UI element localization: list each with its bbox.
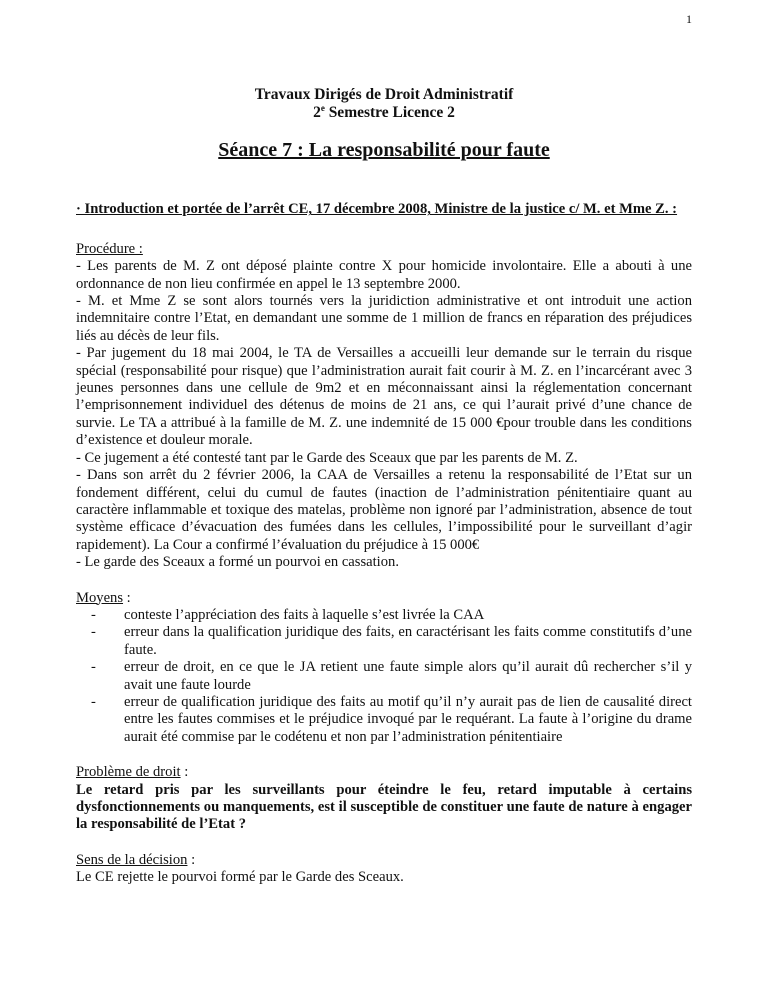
list-dash: - — [91, 606, 96, 623]
semester-label: Semestre Licence 2 — [324, 104, 455, 121]
header-course-title: Travaux Dirigés de Droit Administratif — [254, 86, 514, 103]
document-header — [76, 86, 692, 122]
moyens-item-text: erreur de droit, en ce que le JA retient une faute simple alors qu’il aurait dû rechercher s’il y avait une faute lourde — [124, 659, 692, 693]
probleme-heading — [76, 764, 692, 781]
procedure-paragraph: - M. et Mme Z se sont alors tournés vers la juridiction administrative et ont introduit une action indemnitaire contre l’Etat, en demandant une somme de 1 million de francs en réparation des préjudices liés au décès de leur fils. — [76, 293, 692, 344]
moyens-heading — [76, 590, 692, 607]
moyens-item — [76, 694, 692, 746]
moyens-label: Moyens — [76, 589, 124, 606]
procedure-paragraphs — [76, 258, 692, 571]
procedure-paragraph: - Ce jugement a été contesté tant par le Garde des Sceaux que par les parents de M. Z. — [76, 449, 578, 466]
probleme-label: Problème de droit — [76, 764, 181, 781]
moyens-item — [76, 607, 692, 624]
probleme-text: Le retard pris par les surveillants pour éteindre le feu, retard imputable à certains dysfonctionnements ou manquements, est il susceptible de constituer une faute de nature à engager la responsabilité de l’Etat ? — [76, 781, 692, 833]
moyens-item — [76, 624, 692, 659]
procedure-paragraph: - Par jugement du 18 mai 2004, le TA de Versailles a accueilli leur demande sur le terrain du risque spécial (responsabilité pour risque) que l’administration aurait fait courir à M. Z. en l’incarcérant avec 3 jeunes personnes dans une cellule de 9m2 et en méconnaissant ainsi la réglementation concernant l’emprisonnement individuel des détenus de moins de 21 ans, ce qui l’aurait privé d’une chance de survie. Le TA a attribué à la famille de M. Z. une indemnité de 15 000 €pour trouble dans les conditions d’existence et douleur morale. — [76, 345, 692, 449]
moyens-item-text: erreur de qualification juridique des faits au motif qu’il n’y aurait pas de lien de causalité direct entre les fautes commises et le préjudice invoqué par le requérant. La faute à l’origine du drame aurait été commise par le codétenu et non par l’administration pénitentiaire — [124, 693, 692, 745]
procedure-paragraph: - Le garde des Sceaux a formé un pourvoi en cassation. — [76, 554, 399, 571]
section-heading: · Introduction et portée de l’arrêt CE, 17 décembre 2008, Ministre de la justice c/ M. et Mme Z. : — [76, 201, 678, 218]
moyens-item — [76, 659, 692, 694]
document-body — [76, 86, 692, 887]
moyens-item-text: erreur dans la qualification juridique des faits, en caractérisant les faits comme constitutifs d’une faute. — [124, 624, 692, 658]
moyens-colon: : — [123, 589, 131, 606]
page-number: 1 — [686, 12, 692, 26]
list-dash: - — [91, 659, 96, 676]
sens-heading — [76, 852, 692, 869]
moyens-list — [76, 607, 692, 746]
moyens-item-text: conteste l’appréciation des faits à laquelle s’est livrée la CAA — [124, 606, 485, 623]
sens-label: Sens de la décision — [76, 851, 188, 868]
sens-colon: : — [187, 851, 196, 868]
semester-number: 2 — [313, 104, 321, 121]
seance-title: Séance 7 : La responsabilité pour faute — [218, 139, 550, 161]
list-dash: - — [91, 693, 96, 710]
header-semester — [76, 104, 692, 122]
semester-superscript: e — [320, 103, 325, 113]
procedure-paragraph: - Dans son arrêt du 2 février 2006, la CAA de Versailles a retenu la responsabilité de l’Etat sur un fondement différent, celui du cumul de fautes (inaction de l’administration pénitentiaire quant au caractère inflammable et toxique des matelas, problème non ignoré par l’administration, absence de tout système efficace d’évacuation des fumées dans les cellules, l’impossibilité pour le surveillant d’agir rapidement). La Cour a confirmé l’évaluation du préjudice à 15 000€ — [76, 467, 692, 553]
procedure-paragraph: - Les parents de M. Z ont déposé plainte contre X pour homicide involontaire. Elle a abouti à une ordonnance de non lieu confirmée en appel le 13 septembre 2000. — [76, 258, 692, 292]
procedure-label: Procédure : — [76, 240, 143, 257]
probleme-colon: : — [180, 764, 189, 781]
list-dash: - — [91, 624, 96, 641]
sens-text: Le CE rejette le pourvoi formé par le Garde des Sceaux. — [76, 869, 404, 886]
